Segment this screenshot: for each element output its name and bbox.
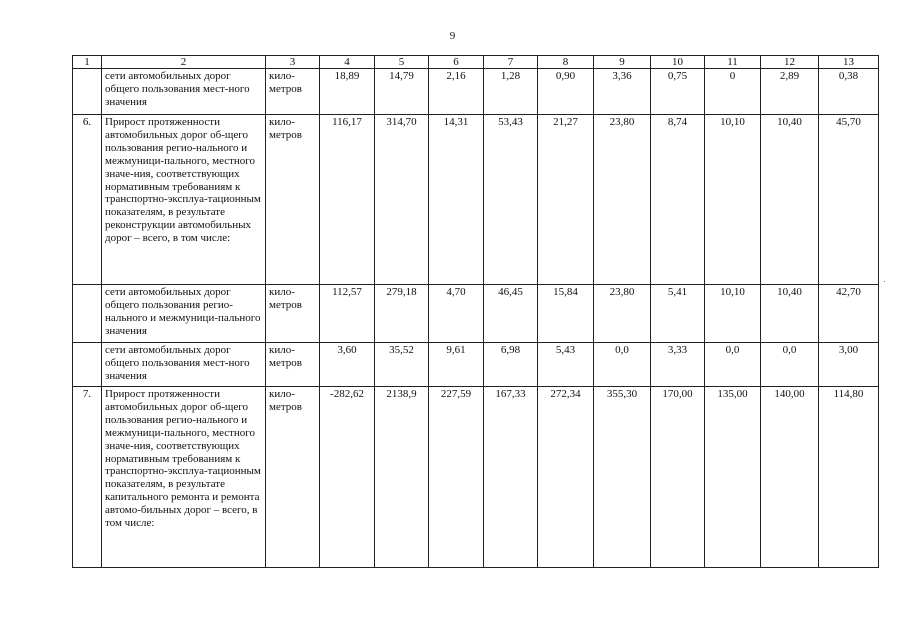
column-header: 3: [266, 56, 320, 69]
table-row: [73, 69, 879, 115]
row-description: сети автомобильных дорог общего пользования мест-ного значения: [102, 343, 266, 387]
value-cell: -282,62: [320, 387, 375, 568]
value-cell: 4,70: [429, 285, 484, 343]
value-cell: 3,33: [651, 343, 705, 387]
value-cell: 2,16: [429, 69, 484, 115]
column-header: 7: [484, 56, 538, 69]
value-cell: 1,28: [484, 69, 538, 115]
scan-speck: [884, 281, 885, 282]
column-header: 4: [320, 56, 375, 69]
row-number: [73, 285, 102, 343]
column-header: 1: [73, 56, 102, 69]
column-header: 9: [594, 56, 651, 69]
value-cell: 314,70: [375, 115, 429, 285]
value-cell: 45,70: [819, 115, 879, 285]
row-description: Прирост протяженности автомобильных дорог об-щего пользования регио-нального и межмуници-пального, местного значе-ния, соответствующих нормативным требованиям к транспортно-эксплуа-тационным показателям, в результате капитального ремонта и ремонта автомо-бильных дорог – всего, в том числе:: [102, 387, 266, 568]
value-cell: 272,34: [538, 387, 594, 568]
value-cell: 35,52: [375, 343, 429, 387]
table-row: [73, 387, 879, 568]
row-number: 7.: [73, 387, 102, 568]
value-cell: 14,31: [429, 115, 484, 285]
table-row: [73, 115, 879, 285]
value-cell: 2,89: [761, 69, 819, 115]
value-cell: 42,70: [819, 285, 879, 343]
value-cell: 46,45: [484, 285, 538, 343]
page-number: 9: [449, 30, 456, 42]
value-cell: 5,41: [651, 285, 705, 343]
row-unit: кило-метров: [266, 69, 320, 115]
column-header: 5: [375, 56, 429, 69]
value-cell: 227,59: [429, 387, 484, 568]
value-cell: 0,0: [761, 343, 819, 387]
value-cell: 0: [705, 69, 761, 115]
row-unit: кило-метров: [266, 343, 320, 387]
value-cell: 10,40: [761, 115, 819, 285]
value-cell: 10,10: [705, 115, 761, 285]
column-header: 2: [102, 56, 266, 69]
row-description: Прирост протяженности автомобильных дорог об-щего пользования регио-нального и межмуници-пального, местного значе-ния, соответствующих нормативным требованиям к транспортно-эксплуа-тационным показателям, в результате реконструкции автомобильных дорог – всего, в том числе:: [102, 115, 266, 285]
value-cell: 0,75: [651, 69, 705, 115]
value-cell: 3,60: [320, 343, 375, 387]
value-cell: 3,36: [594, 69, 651, 115]
value-cell: 0,38: [819, 69, 879, 115]
column-header: 6: [429, 56, 484, 69]
value-cell: 14,79: [375, 69, 429, 115]
table-row: [73, 285, 879, 343]
table-row: [73, 343, 879, 387]
value-cell: 140,00: [761, 387, 819, 568]
value-cell: 23,80: [594, 285, 651, 343]
data-table: [72, 55, 879, 568]
column-header: 11: [705, 56, 761, 69]
value-cell: 6,98: [484, 343, 538, 387]
value-cell: 10,40: [761, 285, 819, 343]
value-cell: 18,89: [320, 69, 375, 115]
column-header: 8: [538, 56, 594, 69]
value-cell: 114,80: [819, 387, 879, 568]
value-cell: 0,0: [705, 343, 761, 387]
value-cell: 5,43: [538, 343, 594, 387]
value-cell: 10,10: [705, 285, 761, 343]
value-cell: 9,61: [429, 343, 484, 387]
value-cell: 2138,9: [375, 387, 429, 568]
value-cell: 279,18: [375, 285, 429, 343]
value-cell: 0,0: [594, 343, 651, 387]
value-cell: 21,27: [538, 115, 594, 285]
column-header: 10: [651, 56, 705, 69]
value-cell: 8,74: [651, 115, 705, 285]
row-unit: кило-метров: [266, 387, 320, 568]
value-cell: 170,00: [651, 387, 705, 568]
row-unit: кило-метров: [266, 115, 320, 285]
row-description: сети автомобильных дорог общего пользования регио-нального и межмуници-пального значения: [102, 285, 266, 343]
row-unit: кило-метров: [266, 285, 320, 343]
row-number: [73, 343, 102, 387]
value-cell: 23,80: [594, 115, 651, 285]
value-cell: 116,17: [320, 115, 375, 285]
value-cell: 0,90: [538, 69, 594, 115]
value-cell: 355,30: [594, 387, 651, 568]
value-cell: 135,00: [705, 387, 761, 568]
value-cell: 53,43: [484, 115, 538, 285]
column-header: 13: [819, 56, 879, 69]
row-number: [73, 69, 102, 115]
column-number-row: [73, 56, 879, 69]
row-description: сети автомобильных дорог общего пользования мест-ного значения: [102, 69, 266, 115]
value-cell: 15,84: [538, 285, 594, 343]
row-number: 6.: [73, 115, 102, 285]
value-cell: 167,33: [484, 387, 538, 568]
value-cell: 3,00: [819, 343, 879, 387]
column-header: 12: [761, 56, 819, 69]
value-cell: 112,57: [320, 285, 375, 343]
